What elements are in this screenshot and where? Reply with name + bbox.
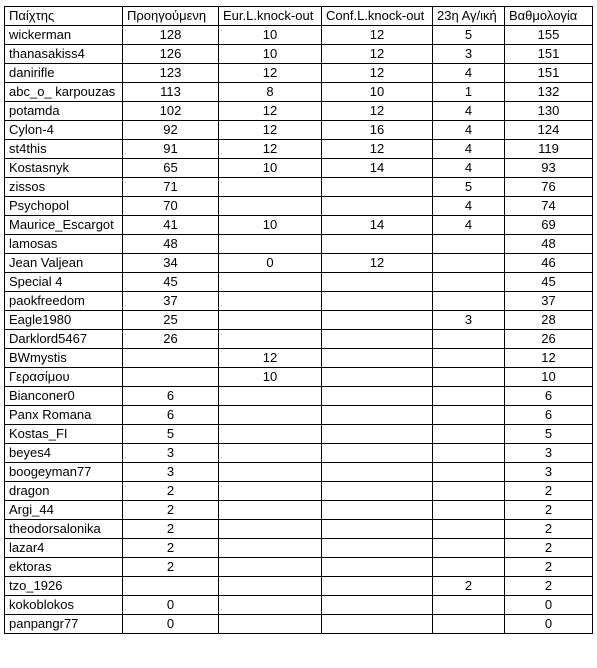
table-row (5, 615, 593, 634)
matchday-23-cell (433, 501, 505, 520)
previous-cell: 37 (123, 292, 219, 311)
conf-knockout-cell (322, 482, 433, 501)
table-row (5, 121, 593, 140)
player-cell: beyes4 (5, 444, 123, 463)
eur-knockout-cell (219, 463, 322, 482)
table-row (5, 368, 593, 387)
matchday-23-cell: 5 (433, 26, 505, 45)
previous-cell: 45 (123, 273, 219, 292)
matchday-23-cell: 4 (433, 64, 505, 83)
score-cell: 2 (505, 539, 593, 558)
score-cell: 3 (505, 444, 593, 463)
eur-knockout-cell (219, 330, 322, 349)
score-cell: 3 (505, 463, 593, 482)
header-conf-knockout: Conf.L.knock-out (322, 7, 433, 26)
header-score: Βαθμολογία (505, 7, 593, 26)
conf-knockout-cell: 14 (322, 216, 433, 235)
matchday-23-cell: 5 (433, 178, 505, 197)
player-cell: Argi_44 (5, 501, 123, 520)
conf-knockout-cell (322, 368, 433, 387)
conf-knockout-cell: 12 (322, 64, 433, 83)
table-row (5, 216, 593, 235)
player-cell: Psychopol (5, 197, 123, 216)
header-eur-knockout: Eur.L.knock-out (219, 7, 322, 26)
previous-cell: 48 (123, 235, 219, 254)
player-cell: tzo_1926 (5, 577, 123, 596)
header-previous: Προηγούμενη (123, 7, 219, 26)
matchday-23-cell: 4 (433, 140, 505, 159)
player-cell: Special 4 (5, 273, 123, 292)
previous-cell: 113 (123, 83, 219, 102)
table-row (5, 197, 593, 216)
previous-cell: 65 (123, 159, 219, 178)
eur-knockout-cell: 10 (219, 216, 322, 235)
eur-knockout-cell: 8 (219, 83, 322, 102)
previous-cell: 70 (123, 197, 219, 216)
matchday-23-cell: 4 (433, 216, 505, 235)
table-row (5, 178, 593, 197)
conf-knockout-cell (322, 292, 433, 311)
player-cell: danirifle (5, 64, 123, 83)
matchday-23-cell: 4 (433, 102, 505, 121)
table-row (5, 539, 593, 558)
score-cell: 28 (505, 311, 593, 330)
eur-knockout-cell (219, 311, 322, 330)
conf-knockout-cell (322, 463, 433, 482)
score-cell: 2 (505, 577, 593, 596)
previous-cell: 3 (123, 444, 219, 463)
conf-knockout-cell (322, 539, 433, 558)
table-row (5, 292, 593, 311)
table-row (5, 501, 593, 520)
score-cell: 10 (505, 368, 593, 387)
conf-knockout-cell (322, 330, 433, 349)
eur-knockout-cell: 0 (219, 254, 322, 273)
matchday-23-cell (433, 425, 505, 444)
score-cell: 69 (505, 216, 593, 235)
conf-knockout-cell: 12 (322, 45, 433, 64)
score-cell: 45 (505, 273, 593, 292)
matchday-23-cell: 3 (433, 311, 505, 330)
table-row (5, 64, 593, 83)
score-cell: 151 (505, 64, 593, 83)
previous-cell: 92 (123, 121, 219, 140)
score-cell: 2 (505, 558, 593, 577)
player-cell: Darklord5467 (5, 330, 123, 349)
matchday-23-cell: 4 (433, 159, 505, 178)
score-cell: 6 (505, 406, 593, 425)
conf-knockout-cell (322, 577, 433, 596)
conf-knockout-cell (322, 349, 433, 368)
matchday-23-cell (433, 558, 505, 577)
previous-cell: 41 (123, 216, 219, 235)
score-cell: 76 (505, 178, 593, 197)
previous-cell: 2 (123, 482, 219, 501)
matchday-23-cell (433, 539, 505, 558)
previous-cell: 2 (123, 501, 219, 520)
eur-knockout-cell (219, 501, 322, 520)
conf-knockout-cell (322, 520, 433, 539)
matchday-23-cell (433, 596, 505, 615)
score-cell: 2 (505, 501, 593, 520)
conf-knockout-cell (322, 558, 433, 577)
score-cell: 6 (505, 387, 593, 406)
score-cell: 124 (505, 121, 593, 140)
player-cell: panpangr77 (5, 615, 123, 634)
eur-knockout-cell (219, 596, 322, 615)
conf-knockout-cell (322, 596, 433, 615)
previous-cell (123, 349, 219, 368)
matchday-23-cell (433, 387, 505, 406)
player-cell: abc_o_ karpouzas (5, 83, 123, 102)
eur-knockout-cell (219, 425, 322, 444)
matchday-23-cell (433, 615, 505, 634)
previous-cell: 126 (123, 45, 219, 64)
player-cell: lamosas (5, 235, 123, 254)
conf-knockout-cell: 14 (322, 159, 433, 178)
table-row (5, 83, 593, 102)
previous-cell: 3 (123, 463, 219, 482)
player-cell: BWmystis (5, 349, 123, 368)
table-row (5, 102, 593, 121)
eur-knockout-cell (219, 520, 322, 539)
player-cell: dragon (5, 482, 123, 501)
previous-cell: 102 (123, 102, 219, 121)
previous-cell: 2 (123, 539, 219, 558)
conf-knockout-cell: 12 (322, 140, 433, 159)
player-cell: wickerman (5, 26, 123, 45)
player-cell: paokfreedom (5, 292, 123, 311)
table-row (5, 387, 593, 406)
score-cell: 132 (505, 83, 593, 102)
table-row (5, 425, 593, 444)
score-cell: 12 (505, 349, 593, 368)
player-cell: Jean Valjean (5, 254, 123, 273)
eur-knockout-cell (219, 406, 322, 425)
conf-knockout-cell (322, 273, 433, 292)
player-cell: Maurice_Escargot (5, 216, 123, 235)
table-row (5, 311, 593, 330)
previous-cell: 0 (123, 596, 219, 615)
matchday-23-cell (433, 406, 505, 425)
eur-knockout-cell: 10 (219, 26, 322, 45)
score-cell: 119 (505, 140, 593, 159)
table-row (5, 45, 593, 64)
score-cell: 0 (505, 596, 593, 615)
score-cell: 74 (505, 197, 593, 216)
conf-knockout-cell (322, 406, 433, 425)
player-cell: kokoblokos (5, 596, 123, 615)
conf-knockout-cell (322, 501, 433, 520)
conf-knockout-cell (322, 387, 433, 406)
previous-cell (123, 368, 219, 387)
conf-knockout-cell (322, 197, 433, 216)
player-cell: st4this (5, 140, 123, 159)
player-cell: lazar4 (5, 539, 123, 558)
conf-knockout-cell (322, 444, 433, 463)
score-cell: 130 (505, 102, 593, 121)
previous-cell: 26 (123, 330, 219, 349)
previous-cell: 0 (123, 615, 219, 634)
table-row (5, 273, 593, 292)
score-cell: 0 (505, 615, 593, 634)
eur-knockout-cell: 12 (219, 349, 322, 368)
table-body (5, 26, 593, 634)
eur-knockout-cell (219, 615, 322, 634)
matchday-23-cell: 4 (433, 197, 505, 216)
player-cell: potamda (5, 102, 123, 121)
matchday-23-cell (433, 482, 505, 501)
player-cell: Kostasnyk (5, 159, 123, 178)
previous-cell: 91 (123, 140, 219, 159)
score-cell: 5 (505, 425, 593, 444)
previous-cell: 5 (123, 425, 219, 444)
eur-knockout-cell (219, 444, 322, 463)
matchday-23-cell (433, 349, 505, 368)
player-cell: Cylon-4 (5, 121, 123, 140)
conf-knockout-cell (322, 311, 433, 330)
eur-knockout-cell: 10 (219, 45, 322, 64)
eur-knockout-cell (219, 178, 322, 197)
table-row (5, 463, 593, 482)
eur-knockout-cell: 12 (219, 140, 322, 159)
matchday-23-cell (433, 235, 505, 254)
conf-knockout-cell (322, 615, 433, 634)
header-player: Παίχτης (5, 7, 123, 26)
header-matchday-23: 23η Αγ/ική (433, 7, 505, 26)
standings-table (4, 6, 593, 634)
previous-cell: 128 (123, 26, 219, 45)
previous-cell: 123 (123, 64, 219, 83)
matchday-23-cell: 3 (433, 45, 505, 64)
score-cell: 93 (505, 159, 593, 178)
conf-knockout-cell (322, 425, 433, 444)
table-row (5, 406, 593, 425)
player-cell: theodorsalonika (5, 520, 123, 539)
table-row (5, 235, 593, 254)
score-cell: 2 (505, 482, 593, 501)
eur-knockout-cell (219, 197, 322, 216)
previous-cell: 2 (123, 558, 219, 577)
score-cell: 37 (505, 292, 593, 311)
previous-cell: 25 (123, 311, 219, 330)
matchday-23-cell (433, 292, 505, 311)
matchday-23-cell (433, 463, 505, 482)
eur-knockout-cell: 12 (219, 64, 322, 83)
eur-knockout-cell (219, 235, 322, 254)
eur-knockout-cell: 12 (219, 121, 322, 140)
previous-cell: 71 (123, 178, 219, 197)
eur-knockout-cell (219, 387, 322, 406)
player-cell: boogeyman77 (5, 463, 123, 482)
matchday-23-cell (433, 330, 505, 349)
conf-knockout-cell: 10 (322, 83, 433, 102)
matchday-23-cell (433, 254, 505, 273)
matchday-23-cell: 4 (433, 121, 505, 140)
score-cell: 26 (505, 330, 593, 349)
eur-knockout-cell (219, 577, 322, 596)
player-cell: Γερασίμου (5, 368, 123, 387)
previous-cell: 6 (123, 387, 219, 406)
matchday-23-cell (433, 273, 505, 292)
table-row (5, 577, 593, 596)
eur-knockout-cell (219, 273, 322, 292)
score-cell: 2 (505, 520, 593, 539)
previous-cell (123, 577, 219, 596)
score-cell: 48 (505, 235, 593, 254)
eur-knockout-cell: 10 (219, 159, 322, 178)
conf-knockout-cell: 12 (322, 254, 433, 273)
conf-knockout-cell (322, 235, 433, 254)
player-cell: Bianconer0 (5, 387, 123, 406)
table-row (5, 444, 593, 463)
table-row (5, 330, 593, 349)
previous-cell: 34 (123, 254, 219, 273)
table-row (5, 596, 593, 615)
player-cell: ektoras (5, 558, 123, 577)
header-row (5, 7, 593, 26)
score-cell: 155 (505, 26, 593, 45)
eur-knockout-cell (219, 292, 322, 311)
table-row (5, 254, 593, 273)
matchday-23-cell (433, 444, 505, 463)
table-row (5, 349, 593, 368)
table-row (5, 558, 593, 577)
score-cell: 46 (505, 254, 593, 273)
eur-knockout-cell (219, 558, 322, 577)
eur-knockout-cell (219, 482, 322, 501)
matchday-23-cell (433, 368, 505, 387)
conf-knockout-cell (322, 178, 433, 197)
previous-cell: 2 (123, 520, 219, 539)
table-row (5, 520, 593, 539)
player-cell: zissos (5, 178, 123, 197)
conf-knockout-cell: 16 (322, 121, 433, 140)
score-cell: 151 (505, 45, 593, 64)
table-row (5, 26, 593, 45)
matchday-23-cell: 1 (433, 83, 505, 102)
matchday-23-cell: 2 (433, 577, 505, 596)
player-cell: Panx Romana (5, 406, 123, 425)
player-cell: Eagle1980 (5, 311, 123, 330)
eur-knockout-cell: 10 (219, 368, 322, 387)
table-row (5, 159, 593, 178)
table-row (5, 482, 593, 501)
eur-knockout-cell (219, 539, 322, 558)
player-cell: thanasakiss4 (5, 45, 123, 64)
eur-knockout-cell: 12 (219, 102, 322, 121)
conf-knockout-cell: 12 (322, 102, 433, 121)
player-cell: Kostas_FI (5, 425, 123, 444)
matchday-23-cell (433, 520, 505, 539)
previous-cell: 6 (123, 406, 219, 425)
table-row (5, 140, 593, 159)
conf-knockout-cell: 12 (322, 26, 433, 45)
